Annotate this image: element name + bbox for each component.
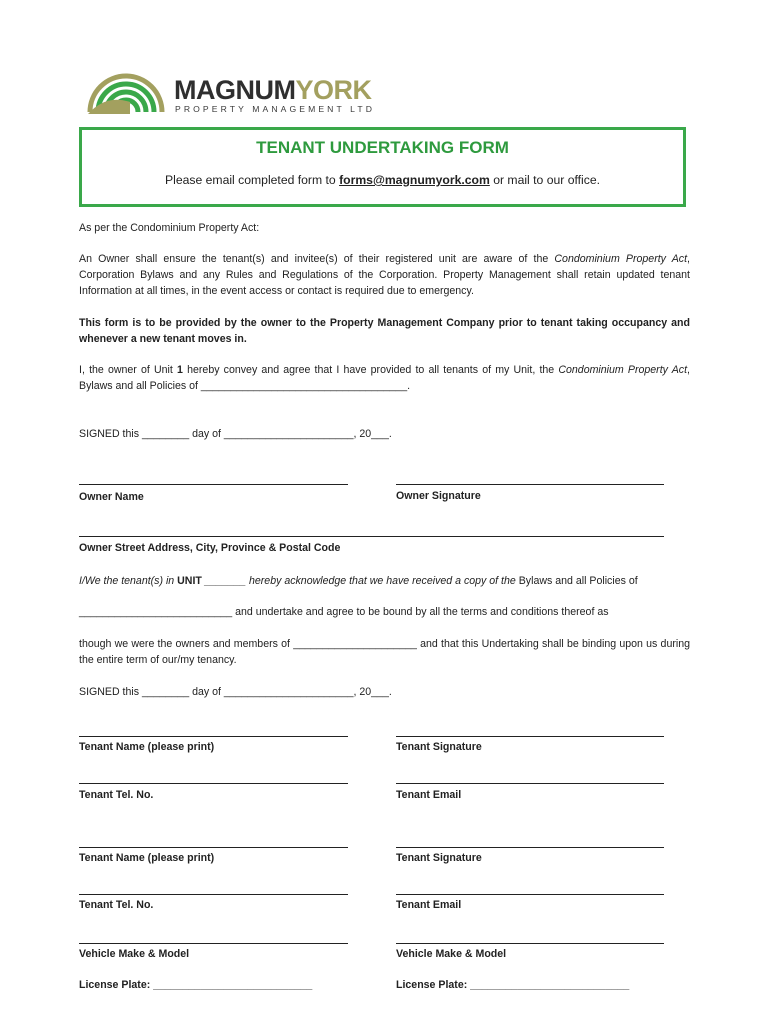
owner-name-line[interactable] [79, 484, 348, 485]
tenant2-tel-line[interactable] [79, 894, 348, 895]
license-plate2-field[interactable]: License Plate: ___________________________ [396, 979, 630, 991]
intro-text: As per the Condominium Property Act: [79, 222, 260, 234]
tenant2-email-label: Tenant Email [396, 899, 462, 911]
owner-address-line[interactable] [79, 536, 664, 537]
tenant2-signature-label: Tenant Signature [396, 852, 482, 864]
notice-paragraph: This form is to be provided by the owner to the Property Management Company prior to tenant taking occupancy and whenever a new tenant moves in. [79, 317, 690, 345]
vehicle2-label: Vehicle Make & Model [396, 948, 507, 960]
owner-convey-paragraph: I, the owner of Unit 1 hereby convey and agree that I have provided to all tenants of my Unit, the Condominium Property Act, Bylaws and all Policies of ___________________________________. [79, 364, 690, 392]
tenant2-name-line[interactable] [79, 847, 348, 848]
form-header-box [79, 127, 686, 207]
owner-duty-paragraph: An Owner shall ensure the tenant(s) and invitee(s) of their registered unit are aware of the Condominium Property Act, Corporation Bylaws and any Rules and Regulations of the Corporation. Property Management shall retain updated tenant Information at all times, in the event access or contact is required due to emergency. [79, 253, 690, 297]
tenant1-tel-line[interactable] [79, 783, 348, 784]
tenant1-email-label: Tenant Email [396, 789, 462, 801]
tenant2-email-line[interactable] [396, 894, 664, 895]
tenant2-name-label: Tenant Name (please print) [79, 852, 215, 864]
tenant1-name-label: Tenant Name (please print) [79, 741, 215, 753]
owner-address-label: Owner Street Address, City, Province & Postal Code [79, 542, 341, 554]
rainbow-arcs-icon [86, 72, 166, 116]
vehicle1-line[interactable] [79, 943, 348, 944]
tenant1-email-line[interactable] [396, 783, 664, 784]
owner-signed-date-line[interactable]: SIGNED this ________ day of ______________________, 20___. [79, 428, 392, 440]
vehicle2-line[interactable] [396, 943, 664, 944]
logo-subtitle: PROPERTY MANAGEMENT LTD [175, 104, 376, 114]
company-logo [86, 72, 376, 120]
tenant1-tel-label: Tenant Tel. No. [79, 789, 154, 801]
tenant1-signature-label: Tenant Signature [396, 741, 482, 753]
logo-wordmark: MAGNUMYORK [174, 75, 372, 105]
tenant1-signature-line[interactable] [396, 736, 664, 737]
license-plate1-field[interactable]: License Plate: ___________________________ [79, 979, 313, 991]
tenant2-signature-line[interactable] [396, 847, 664, 848]
submission-instructions: Please email completed form to forms@magnumyork.com or mail to our office. [164, 173, 600, 187]
owner-signature-line[interactable] [396, 484, 664, 485]
tenant-signed-date-line[interactable]: SIGNED this ________ day of ______________________, 20___. [79, 686, 392, 698]
form-title: TENANT UNDERTAKING FORM [256, 138, 509, 157]
vehicle1-label: Vehicle Make & Model [79, 948, 190, 960]
email-link[interactable]: forms@magnumyork.com [339, 173, 490, 187]
tenant1-name-line[interactable] [79, 736, 348, 737]
tenant-ack-line3: though we were the owners and members of _____________________ and that this Undertaking shall be binding upon us during the entire term of our/my tenancy. [79, 638, 690, 666]
tenant-ack-line1: I/We the tenant(s) in UNIT _______ hereby acknowledge that we have received a copy of the Bylaws and all Policies of [79, 575, 638, 587]
owner-signature-label: Owner Signature [396, 490, 481, 502]
tenant-ack-line2: __________________________ and undertake and agree to be bound by all the terms and conditions thereof as [79, 606, 609, 618]
tenant2-tel-label: Tenant Tel. No. [79, 899, 154, 911]
owner-name-label: Owner Name [79, 491, 144, 503]
